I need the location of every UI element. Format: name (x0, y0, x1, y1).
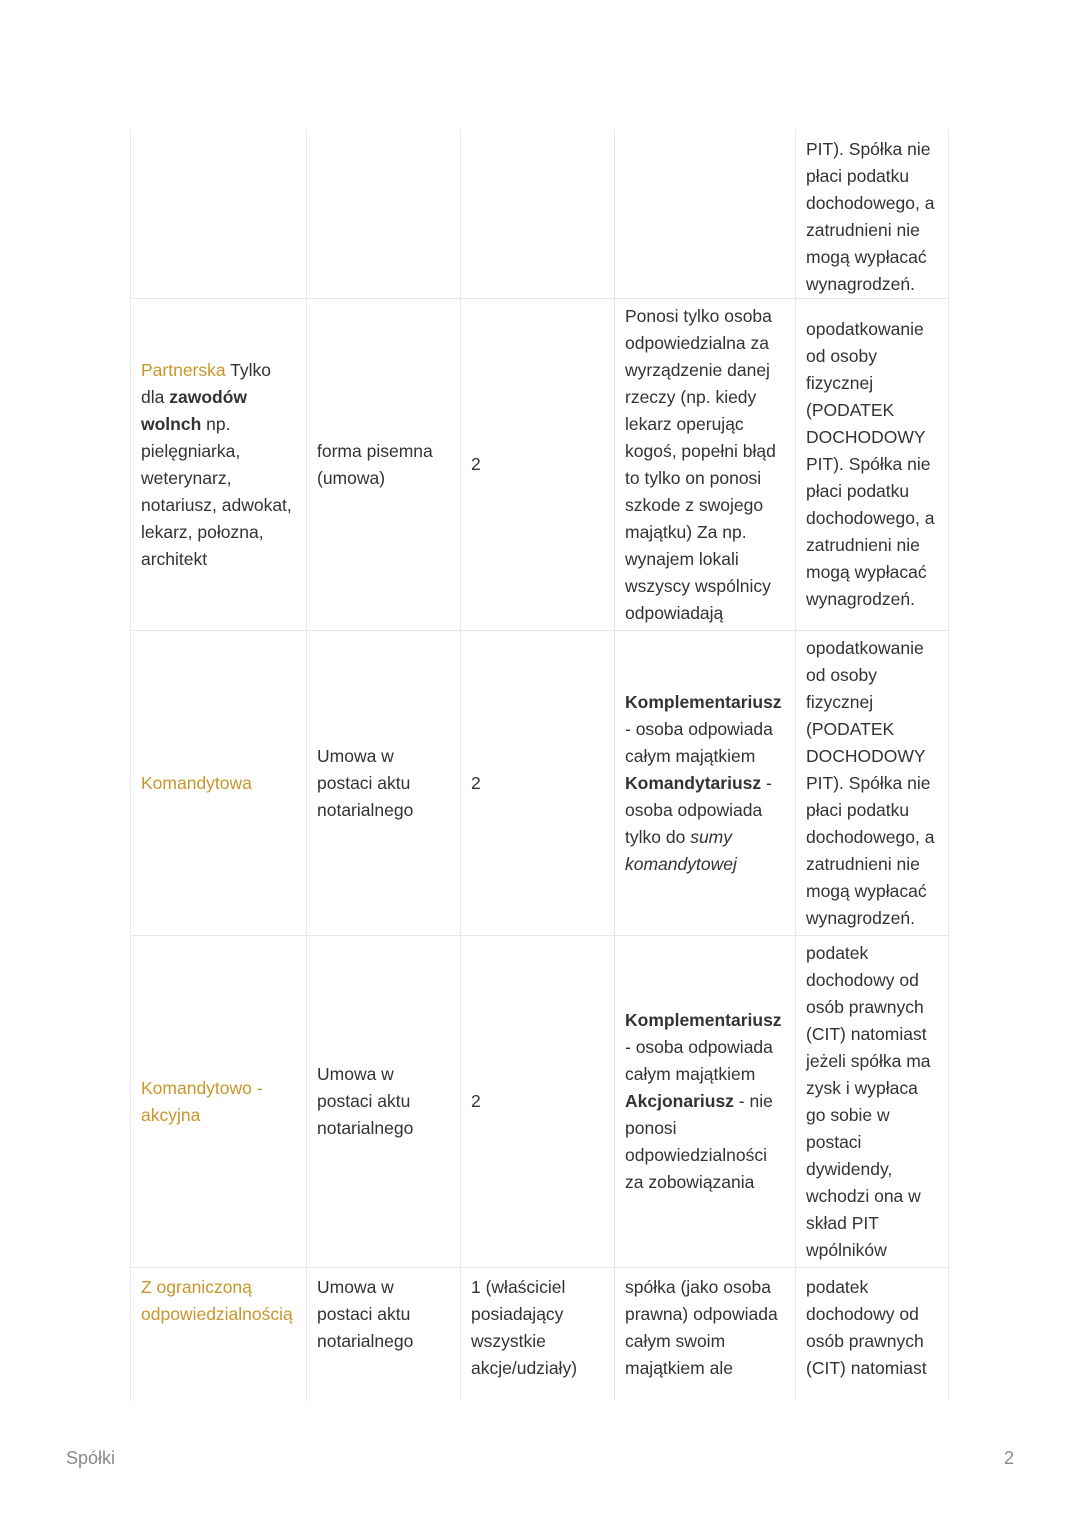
company-type-name: Z ograniczoną odpowiedzialnością (141, 1277, 293, 1324)
liability-cell: spółka (jako osoba prawna) odpowiada całym swoim majątkiem ale (615, 1268, 796, 1401)
tax-cell: opodatkowanie od osoby fizycznej (PODATEK DOCHODOWY PIT). Spółka nie płaci podatku dochodowego, a zatrudnieni nie mogą wypłacać wynagrodzeń. (796, 299, 949, 631)
company-type-cell (131, 631, 307, 936)
form-cell: Umowa w postaci aktu notarialnego (307, 631, 461, 936)
company-type-name: Partnerska (141, 359, 226, 380)
companies-table (130, 130, 949, 1401)
liability-term: Akcjonariusz (625, 1091, 734, 1111)
liability-italic: sumy komandytowej (625, 826, 737, 874)
company-desc-bold: zawodów wolnch (141, 386, 247, 434)
company-type-cell (131, 1268, 307, 1401)
company-type-cell (131, 936, 307, 1268)
partners-count-cell: 2 (461, 936, 615, 1268)
liability-cell: Ponosi tylko osoba odpowiedzialna za wyrządzenie danej rzeczy (np. kiedy lekarz operując kogoś, popełni błąd to tylko on ponosi szkode z swojego majątku) Za np. wynajem lokali wszyscy wspólnicy odpowiadają (615, 299, 796, 631)
table-row (131, 936, 949, 1268)
liability-cell (615, 631, 796, 936)
table-row (131, 631, 949, 936)
company-type-name: Komandytowa (141, 772, 252, 793)
page-number: 2 (1003, 1448, 1014, 1468)
liability-term: Komplementariusz (625, 691, 782, 712)
liability-term: Komplementariusz (625, 1010, 782, 1030)
company-desc: np. pielęgniarka, weterynarz, notariusz, adwokat, lekarz, połozna, architekt (141, 413, 292, 569)
liability-term: Komandytariusz (625, 772, 762, 793)
table-row (131, 299, 949, 631)
partners-count-cell: 2 (461, 631, 615, 936)
table-cell (131, 130, 307, 299)
form-cell: forma pisemna (umowa) (307, 299, 461, 631)
liability-text: - osoba odpowiada całym majątkiem (625, 1037, 773, 1084)
form-cell: Umowa w postaci aktu notarialnego (307, 1268, 461, 1401)
table-row (131, 1268, 949, 1401)
partners-count-cell: 1 (właściciel posiadający wszystkie akcje/udziały) (461, 1268, 615, 1401)
partners-count-cell: 2 (461, 299, 615, 631)
footer-title: Spółki (66, 1448, 116, 1468)
tax-cell: opodatkowanie od osoby fizycznej (PODATEK DOCHODOWY PIT). Spółka nie płaci podatku dochodowego, a zatrudnieni nie mogą wypłacać wynagrodzeń. (796, 631, 949, 936)
table-cell (461, 130, 615, 299)
tax-cell: podatek dochodowy od osób prawnych (CIT) natomiast jeżeli spółka ma zysk i wypłaca go sobie w postaci dywidendy, wchodzi ona w skład PIT wpólników (796, 936, 949, 1268)
liability-text: - nie ponosi odpowiedzialności za zobowiązania (625, 1091, 773, 1192)
form-cell: Umowa w postaci aktu notarialnego (307, 936, 461, 1268)
table-row (131, 130, 949, 299)
company-type-name: Komandytowo - akcyjna (141, 1077, 263, 1125)
liability-cell (615, 936, 796, 1268)
company-desc: Tylko dla (141, 359, 272, 407)
table-cell (615, 130, 796, 299)
company-type-cell (131, 299, 307, 631)
table-cell (307, 130, 461, 299)
tax-cell: podatek dochodowy od osób prawnych (CIT) natomiast (796, 1268, 949, 1401)
liability-text: - osoba odpowiada tylko do (625, 772, 772, 847)
tax-cell: PIT). Spółka nie płaci podatku dochodowego, a zatrudnieni nie mogą wypłacać wynagrodzeń. (796, 130, 949, 299)
liability-text: - osoba odpowiada całym majątkiem (625, 718, 773, 766)
